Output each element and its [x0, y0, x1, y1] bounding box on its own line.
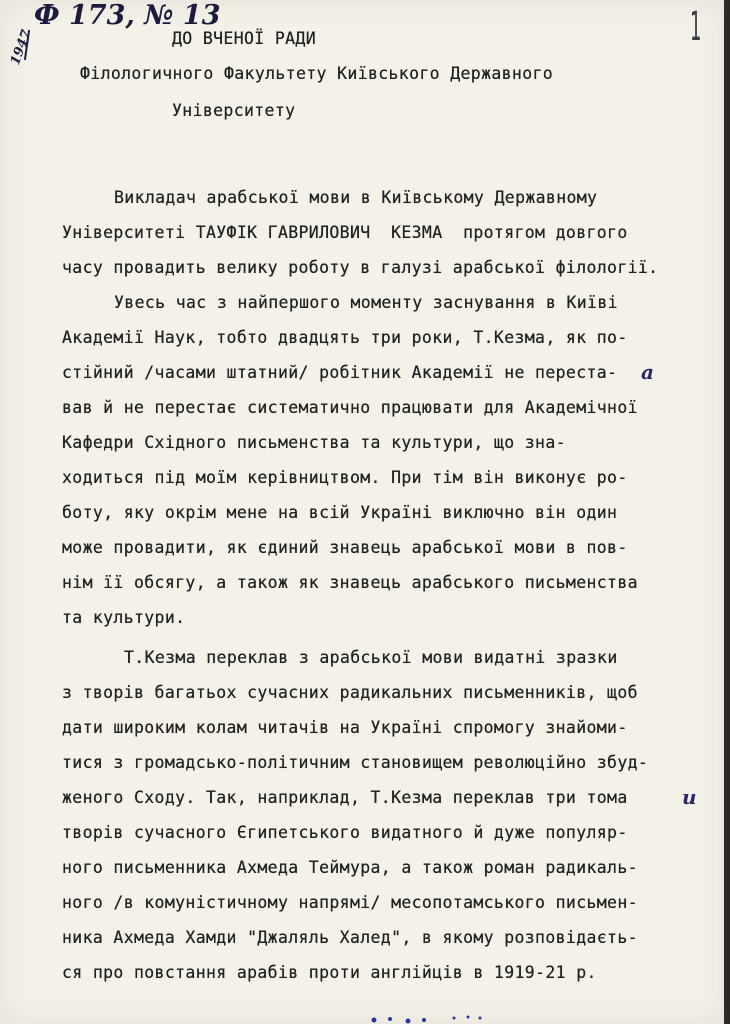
body-line: тися з громадсько-політичним становищем революційно збуд- — [62, 753, 649, 772]
body-line: женого Сходу. Так, наприклад, Т.Кезма переклав три тома — [62, 788, 628, 807]
body-line: може провадити, як єдиний знавець арабської мови в пов- — [62, 538, 628, 557]
ink-stamp-fragment — [364, 1010, 504, 1024]
body-line: Т.Кезма переклав з арабської мови видатні зразки — [124, 648, 618, 667]
heading-line-3: Університету — [172, 101, 296, 120]
ink-correction-tome: и — [682, 785, 697, 809]
scan-edge — [724, 0, 730, 1024]
page-number: 1 — [689, 4, 702, 50]
body-line: боту, яку окрім мене на всій Україні виключно він один — [62, 503, 618, 522]
body-line: з творів багатьох сучасних радикальних письменників, щоб — [62, 683, 638, 702]
body-line: ника Ахмеда Хамди "Джаляль Халед", в якому розповідаєть- — [62, 928, 638, 947]
body-line: Увесь час з найпершого моменту заснування в Київі — [114, 293, 618, 312]
ink-correction-a: а — [641, 360, 654, 384]
body-line: нім її обсягу, а також як знавець арабського письменства — [62, 573, 638, 592]
year-note: 1947 — [8, 27, 35, 68]
body-line: ся про повстання арабів проти англійців в 1919-21 р. — [62, 963, 597, 982]
body-line: ного письменника Ахмеда Теймура, а також роман радикаль- — [62, 858, 638, 877]
body-line: та культури. — [62, 608, 186, 627]
heading-line-1: ДО ВЧЕНОЇ РАДИ — [172, 29, 316, 48]
body-line: ного /в комуністичному напрямі/ месопотамського письмен- — [62, 893, 638, 912]
body-line: вав й не перестає систематично працювати для Академічної — [62, 398, 638, 417]
body-line: Викладач арабської мови в Київському Державному — [114, 188, 598, 207]
body-line: ходиться під моїм керівництвом. При тім він виконує ро- — [62, 468, 628, 487]
body-line: часу провадить велику роботу в галузі арабської філології. — [62, 258, 659, 277]
body-line: творів сучасного Єгипетського видатного й дуже популяр- — [62, 823, 628, 842]
heading-line-2: Філологичного Факультету Київського Державного — [80, 64, 554, 83]
body-line: Академії Наук, тобто двадцять три роки, Т.Кезма, як по- — [62, 328, 628, 347]
body-line: стійний /часами штатний/ робітник Академії не переста- — [62, 363, 618, 382]
archive-reference-note: Ф 173, № 13 — [34, 0, 221, 31]
body-line: Кафедри Східного письменства та культури, що зна- — [62, 433, 566, 452]
body-line: дати широким колам читачів на Україні спромогу знайоми- — [62, 718, 628, 737]
body-line: Університеті ТАУФІК ГАВРИЛОВИЧ КЕЗМА протягом довгого — [62, 223, 628, 242]
